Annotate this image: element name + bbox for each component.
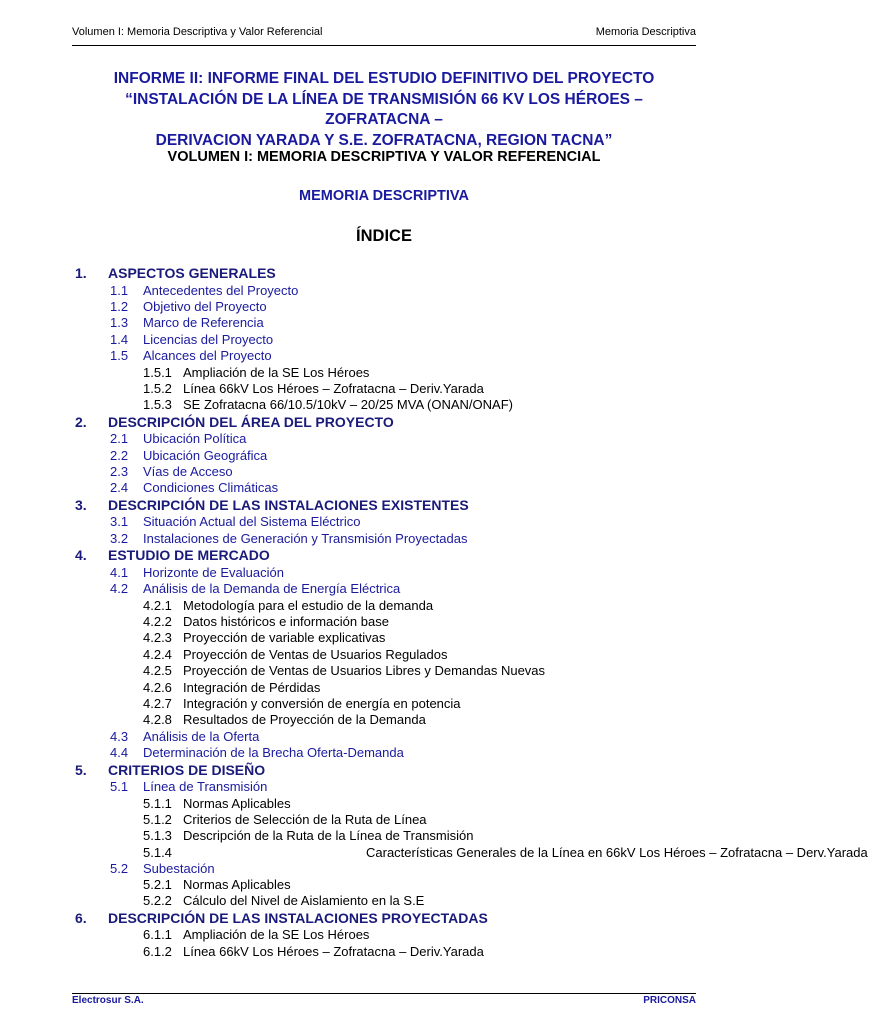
footer-left-text: Electrosur S.A. bbox=[72, 995, 144, 1006]
toc-entry-number: 5.2.1 bbox=[143, 877, 172, 893]
toc-entry[interactable] bbox=[0, 647, 768, 663]
toc-entry[interactable] bbox=[0, 332, 768, 348]
toc-entry[interactable] bbox=[0, 547, 768, 565]
toc-entry-title: Cálculo del Nivel de Aislamiento en la S.E bbox=[183, 893, 425, 909]
toc-entry-number: 6.1.2 bbox=[143, 943, 172, 959]
title-line-1: INFORME II: INFORME FINAL DEL ESTUDIO DEFINITIVO DEL PROYECTO bbox=[113, 70, 655, 87]
toc-entry-number: 1.2 bbox=[110, 298, 129, 314]
toc-entry-number: 4.2.5 bbox=[143, 663, 172, 679]
toc-entry-number: 5.1 bbox=[110, 779, 129, 795]
toc-entry-title: Ubicación Política bbox=[143, 431, 247, 447]
toc-entry-number: 2. bbox=[75, 413, 87, 430]
toc-entry[interactable] bbox=[0, 365, 768, 381]
toc-entry-number: 5. bbox=[75, 761, 87, 778]
toc-entry-number: 5.2.2 bbox=[143, 893, 172, 909]
toc-entry-number: 2.1 bbox=[110, 431, 129, 447]
toc-entry-number: 4.2.1 bbox=[143, 597, 172, 613]
toc-entry[interactable] bbox=[0, 348, 768, 364]
toc-entry-title: Situación Actual del Sistema Eléctrico bbox=[143, 514, 361, 530]
toc-entry-number: 4.3 bbox=[110, 728, 129, 744]
toc-entry-number: 2.3 bbox=[110, 464, 129, 480]
document-title bbox=[72, 69, 696, 151]
toc-entry[interactable] bbox=[0, 844, 868, 861]
toc-entry[interactable] bbox=[0, 893, 768, 909]
toc-entry-title: Criterios de Selección de la Ruta de Línea bbox=[183, 811, 427, 827]
toc-entry[interactable] bbox=[0, 397, 768, 413]
toc-entry-title: Proyección de Ventas de Usuarios Libres y Demandas Nuevas bbox=[183, 663, 546, 679]
toc-entry-title: Marco de Referencia bbox=[143, 315, 264, 331]
toc-entry[interactable] bbox=[0, 779, 768, 795]
toc-entry[interactable] bbox=[0, 614, 768, 630]
toc-entry-number: 3.2 bbox=[110, 530, 129, 546]
toc-entry[interactable] bbox=[0, 944, 768, 960]
section-heading: MEMORIA DESCRIPTIVA bbox=[299, 188, 469, 204]
toc-entry[interactable] bbox=[0, 464, 768, 480]
toc-entry-number: 1.4 bbox=[110, 331, 129, 347]
toc-entry-title: Licencias del Proyecto bbox=[143, 331, 274, 347]
toc-entry-title: DESCRIPCIÓN DE LAS INSTALACIONES PROYECTADAS bbox=[108, 909, 488, 926]
toc-entry-number: 4.1 bbox=[110, 564, 129, 580]
toc-entry-title: Subestación bbox=[143, 860, 215, 876]
index-heading: ÍNDICE bbox=[356, 227, 412, 245]
toc-entry[interactable] bbox=[0, 299, 768, 315]
toc-entry[interactable] bbox=[0, 448, 768, 464]
table-of-contents bbox=[0, 265, 868, 960]
toc-entry-title: Descripción de la Ruta de la Línea de Transmisión bbox=[183, 828, 474, 844]
toc-entry-title: Objetivo del Proyecto bbox=[143, 298, 267, 314]
toc-entry[interactable] bbox=[0, 480, 768, 496]
toc-entry-number: 1.5.1 bbox=[143, 364, 172, 380]
title-line-3: DERIVACION YARADA Y S.E. ZOFRATACNA, REGION TACNA” bbox=[155, 131, 613, 149]
toc-entry-number: 5.2 bbox=[110, 860, 129, 876]
toc-entry-title: Ubicación Geográfica bbox=[143, 447, 268, 463]
header-divider bbox=[72, 45, 696, 46]
toc-entry[interactable] bbox=[0, 910, 768, 928]
toc-entry[interactable] bbox=[0, 531, 768, 547]
toc-entry-title: Proyección de variable explicativas bbox=[183, 630, 386, 646]
toc-entry-title: Datos históricos e información base bbox=[183, 614, 389, 630]
toc-entry-number: 3.1 bbox=[110, 514, 129, 530]
toc-entry-title: Línea 66kV Los Héroes – Zofratacna – Deriv.Yarada bbox=[183, 380, 484, 396]
toc-entry-number: 4.2.8 bbox=[143, 712, 172, 728]
toc-entry[interactable] bbox=[0, 745, 768, 761]
toc-entry-title: Integración y conversión de energía en potencia bbox=[183, 695, 461, 711]
toc-entry[interactable] bbox=[0, 729, 768, 745]
toc-entry-title: Alcances del Proyecto bbox=[143, 348, 272, 364]
toc-entry-title: Línea 66kV Los Héroes – Zofratacna – Deriv.Yarada bbox=[183, 943, 484, 959]
toc-entry-number: 1.5 bbox=[110, 348, 129, 364]
toc-entry-title: Vías de Acceso bbox=[143, 464, 233, 480]
toc-entry[interactable] bbox=[0, 877, 768, 893]
toc-entry-number: 4.2 bbox=[110, 581, 129, 597]
title-line-2: “INSTALACIÓN DE LA LÍNEA DE TRANSMISIÓN 66 KV LOS HÉROES – ZOFRATACNA – bbox=[125, 90, 643, 128]
header-left-text: Volumen I: Memoria Descriptiva y Valor Referencial bbox=[72, 26, 323, 38]
toc-entry-number: 2.4 bbox=[110, 480, 129, 496]
toc-entry-title: Normas Aplicables bbox=[183, 877, 291, 893]
toc-entry[interactable] bbox=[0, 265, 768, 283]
toc-entry[interactable] bbox=[0, 828, 768, 844]
toc-entry-number: 1. bbox=[75, 265, 87, 281]
page-footer bbox=[72, 995, 696, 1006]
toc-entry-number: 1.5.2 bbox=[143, 380, 172, 396]
toc-entry[interactable] bbox=[0, 861, 768, 877]
toc-entry[interactable] bbox=[0, 431, 768, 447]
toc-entry[interactable] bbox=[0, 581, 768, 597]
toc-entry-title: ASPECTOS GENERALES bbox=[108, 265, 276, 281]
toc-entry-title: Análisis de la Oferta bbox=[143, 728, 260, 744]
toc-entry[interactable] bbox=[0, 514, 768, 530]
toc-entry[interactable] bbox=[0, 796, 768, 812]
toc-entry-number: 4.2.3 bbox=[143, 630, 172, 646]
footer-right-text: PRICONSA bbox=[643, 995, 696, 1006]
toc-entry-title: Integración de Pérdidas bbox=[183, 679, 321, 695]
toc-entry[interactable] bbox=[0, 381, 768, 397]
toc-entry-number: 2.2 bbox=[110, 447, 129, 463]
toc-entry-title: Normas Aplicables bbox=[183, 795, 291, 811]
toc-entry-title: Análisis de la Demanda de Energía Eléctrica bbox=[143, 581, 401, 597]
toc-entry[interactable] bbox=[0, 414, 768, 432]
toc-entry-title: Proyección de Ventas de Usuarios Regulados bbox=[183, 646, 448, 662]
toc-entry[interactable] bbox=[0, 497, 768, 515]
toc-entry-number: 4.4 bbox=[110, 745, 129, 761]
toc-entry-title: ESTUDIO DE MERCADO bbox=[108, 547, 270, 564]
toc-entry-title: SE Zofratacna 66/10.5/10kV – 20/25 MVA (ONAN/ONAF) bbox=[183, 397, 513, 413]
toc-entry-title: CRITERIOS DE DISEÑO bbox=[108, 761, 266, 778]
toc-entry-number: 1.5.3 bbox=[143, 397, 172, 413]
toc-entry[interactable] bbox=[0, 315, 768, 331]
toc-entry-number: 4. bbox=[75, 547, 87, 564]
toc-entry-title: Metodología para el estudio de la demanda bbox=[183, 597, 434, 613]
toc-entry[interactable] bbox=[0, 927, 768, 943]
toc-entry[interactable] bbox=[0, 283, 768, 299]
toc-entry-title: Horizonte de Evaluación bbox=[143, 564, 284, 580]
toc-entry-number: 5.1.2 bbox=[143, 811, 172, 827]
toc-entry[interactable] bbox=[0, 598, 768, 614]
toc-entry-number: 5.1.3 bbox=[143, 828, 172, 844]
toc-entry-title: Ampliación de la SE Los Héroes bbox=[183, 364, 370, 380]
toc-entry[interactable] bbox=[0, 696, 768, 712]
toc-entry[interactable] bbox=[0, 663, 768, 679]
toc-entry[interactable] bbox=[0, 762, 768, 780]
toc-entry[interactable] bbox=[0, 565, 768, 581]
header-right-text: Memoria Descriptiva bbox=[595, 26, 696, 38]
toc-entry[interactable] bbox=[0, 812, 768, 828]
page-header bbox=[72, 26, 696, 38]
toc-entry-number: 5.1.4 bbox=[143, 844, 172, 860]
toc-entry-number: 6. bbox=[75, 909, 87, 926]
toc-entry-title: Instalaciones de Generación y Transmisión Proyectadas bbox=[143, 530, 468, 546]
toc-entry-title: Condiciones Climáticas bbox=[143, 480, 279, 496]
toc-entry-number: 5.1.1 bbox=[143, 795, 172, 811]
volume-heading: VOLUMEN I: MEMORIA DESCRIPTIVA Y VALOR REFERENCIAL bbox=[167, 149, 601, 165]
toc-entry-title: DESCRIPCIÓN DEL ÁREA DEL PROYECTO bbox=[108, 413, 394, 430]
toc-entry-title: Características Generales de la Línea en 66kV Los Héroes – Zofratacna – Derv.Yarada bbox=[366, 844, 868, 860]
toc-entry-number: 3. bbox=[75, 496, 87, 513]
toc-entry-number: 4.2.6 bbox=[143, 679, 172, 695]
toc-entry-title: Ampliación de la SE Los Héroes bbox=[183, 927, 370, 943]
toc-entry-number: 4.2.2 bbox=[143, 614, 172, 630]
toc-entry-title: Resultados de Proyección de la Demanda bbox=[183, 712, 426, 728]
toc-entry[interactable] bbox=[0, 712, 768, 728]
toc-entry[interactable] bbox=[0, 630, 768, 646]
toc-entry-number: 6.1.1 bbox=[143, 927, 172, 943]
toc-entry-title: Antecedentes del Proyecto bbox=[143, 282, 299, 298]
toc-entry-title: Determinación de la Brecha Oferta-Demanda bbox=[143, 745, 404, 761]
toc-entry-number: 1.3 bbox=[110, 315, 129, 331]
toc-entry-number: 4.2.4 bbox=[143, 646, 172, 662]
toc-entry-title: Línea de Transmisión bbox=[143, 779, 268, 795]
toc-entry-number: 1.1 bbox=[110, 282, 129, 298]
toc-entry-title: DESCRIPCIÓN DE LAS INSTALACIONES EXISTENTES bbox=[108, 496, 469, 513]
toc-entry[interactable] bbox=[0, 680, 768, 696]
toc-entry-number: 4.2.7 bbox=[143, 695, 172, 711]
footer-divider bbox=[72, 993, 696, 994]
